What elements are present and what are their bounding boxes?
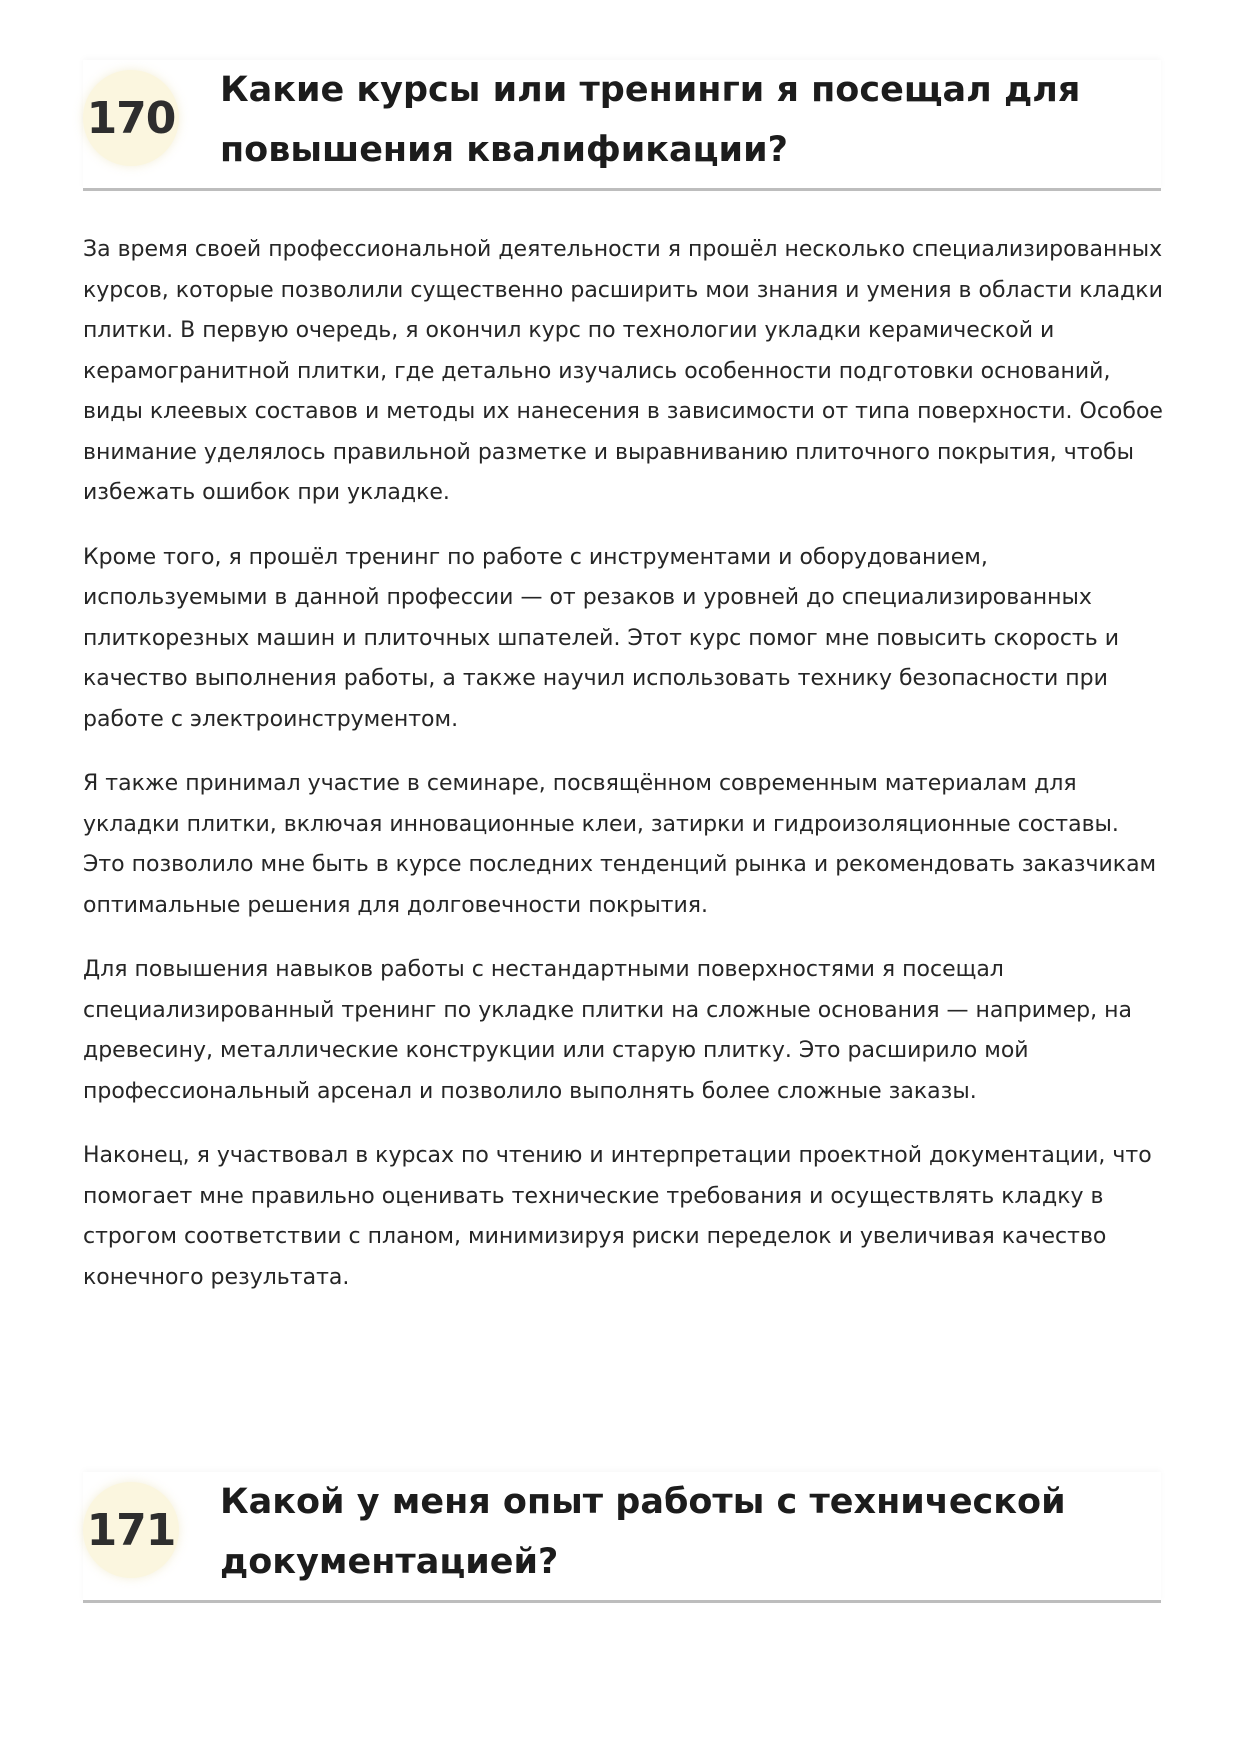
answer-paragraph: Для повышения навыков работы с нестандартными поверхностями я посещал специализированный тренинг по укладке плитки на сложные основания — например, на древесину, металлические конструкции или старую плитку. Это расширило мой профессиональный арсенал и позволило выполнять более сложные заказы.	[83, 957, 1132, 1104]
question-number-badge: 171	[83, 1482, 179, 1578]
question-header	[83, 60, 1161, 191]
answer-body	[83, 230, 1163, 1322]
answer-paragraph: За время своей профессиональной деятельности я прошёл несколько специализированных курсов, которые позволили существенно расширить мои знания и умения в области кладки плитки. В первую очередь, я окончил курс по технологии укладки керамической и керамогранитной плитки, где детально изучались особенности подготовки оснований, виды клеевых составов и методы их нанесения в зависимости от типа поверхности. Особое внимание уделялось правильной разметке и выравниванию плиточного покрытия, чтобы избежать ошибок при укладке.	[83, 237, 1163, 505]
question-header	[83, 1472, 1161, 1603]
answer-paragraph: Наконец, я участвовал в курсах по чтению и интерпретации проектной документации, что помогает мне правильно оценивать технические требования и осуществлять кладку в строгом соответствии с планом, минимизируя риски переделок и увеличивая качество конечного результата.	[83, 1143, 1152, 1290]
answer-paragraph: Я также принимал участие в семинаре, посвящённом современным материалам для укладки плитки, включая инновационные клеи, затирки и гидроизоляционные составы. Это позволило мне быть в курсе последних тенденций рынка и рекомендовать заказчикам оптимальные решения для долговечности покрытия.	[83, 771, 1157, 918]
question-title: Какой у меня опыт работы с технической документацией?	[220, 1482, 1066, 1582]
answer-paragraph: Кроме того, я прошёл тренинг по работе с инструментами и оборудованием, используемыми в данной профессии — от резаков и уровней до специализированных плиткорезных машин и плиточных шпателей. Этот курс помог мне повысить скорость и качество выполнения работы, а также научил использовать технику безопасности при работе с электроинструментом.	[83, 544, 1120, 732]
question-title: Какие курсы или тренинги я посещал для повышения квалификации?	[220, 70, 1081, 170]
question-number-badge: 170	[83, 70, 179, 166]
